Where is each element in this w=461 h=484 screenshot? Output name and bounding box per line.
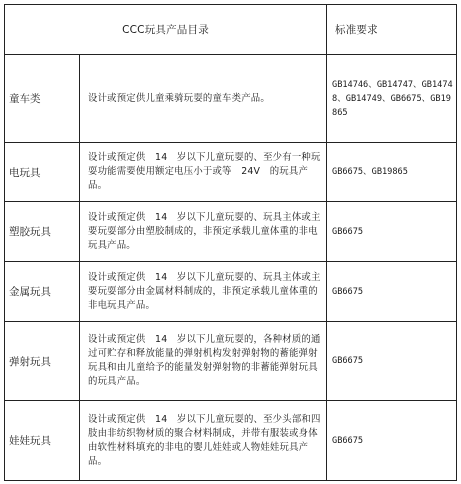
description-cell: 设计或预定供儿童乘骑玩耍的童车类产品。 xyxy=(80,55,327,143)
standard-cell: GB6675 xyxy=(327,401,457,481)
category-cell: 娃娃玩具 xyxy=(5,401,80,481)
description-cell: 设计或预定供 14 岁以下儿童玩耍的，各种材质的通过可贮存和释放能量的弹射机构发射弹射物的蓄能弹射玩具和由儿童给予的能量发射弹射物的非蓄能弹射玩具的玩具产品。 xyxy=(80,322,327,401)
ccc-toy-catalog-table xyxy=(4,4,457,481)
category-cell: 塑胶玩具 xyxy=(5,202,80,262)
description-cell: 设计或预定供 14 岁以下儿童玩耍的、玩具主体或主要玩耍部分由金属材料制成的，非预定承载儿童体重的非电玩具产品。 xyxy=(80,262,327,322)
category-cell: 电玩具 xyxy=(5,143,80,202)
header-standard: 标准要求 xyxy=(327,5,457,55)
standard-cell: GB6675 xyxy=(327,322,457,401)
standard-cell: GB6675 xyxy=(327,262,457,322)
table-row xyxy=(5,322,457,401)
table-row xyxy=(5,262,457,322)
category-cell: 童车类 xyxy=(5,55,80,143)
description-cell: 设计或预定供 14 岁以下儿童玩耍的、至少有一种玩耍功能需要使用额定电压小于或等 24V 的玩具产品。 xyxy=(80,143,327,202)
table-header-row xyxy=(5,5,457,55)
header-catalog: CCC玩具产品目录 xyxy=(5,5,327,55)
description-cell: 设计或预定供 14 岁以下儿童玩耍的、至少头部和四肢由非纺织物材质的聚合材料制成，并带有服装或身体由软性材料填充的非电的婴儿娃娃或人物娃娃玩具产品。 xyxy=(80,401,327,481)
standard-cell: GB6675、GB19865 xyxy=(327,143,457,202)
table-row xyxy=(5,143,457,202)
standard-cell: GB14746、GB14747、GB14748、GB14749、GB6675、GB19865 xyxy=(327,55,457,143)
table-row xyxy=(5,401,457,481)
category-cell: 金属玩具 xyxy=(5,262,80,322)
table-row xyxy=(5,55,457,143)
category-cell: 弹射玩具 xyxy=(5,322,80,401)
table-row xyxy=(5,202,457,262)
standard-cell: GB6675 xyxy=(327,202,457,262)
description-cell: 设计或预定供 14 岁以下儿童玩耍的、玩具主体或主要玩耍部分由塑胶制成的，非预定承载儿童体重的非电玩具产品。 xyxy=(80,202,327,262)
